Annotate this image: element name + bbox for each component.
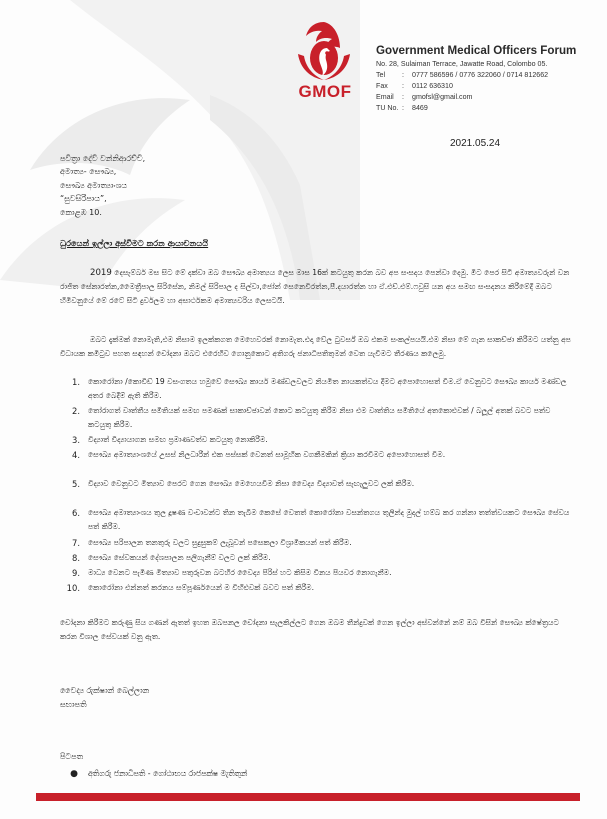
org-address: No. 28, Sulaiman Terrace, Jawatte Road, Colombo 05. [376, 60, 548, 68]
list-item [60, 566, 572, 581]
intro-text: දෙසැම්බර් මස සිට මේ දක්වා ඔබ සෞඛ්‍ය අමාත්‍යය ලෙස මාස 16ක් කටයුතු කරන බව අප සංසදය පෙන්වා දෙමු. මීට පෙර සිටි අමාත්‍යවරුන් වන රාජිත සේනාරත්න,මෛත්‍රීපාල සිරිසේන, නිමල් සිරිපාල ද සිල්වා,ජෝන් සෙනෙවිරත්න,පී.දයාරත්න හා ඒ.එච්.එම්.ෆවුසි යන අය සමඟ සංසදනය කිරීමේදී ඔබට හිමිවනුයේ මේ රටේ සිටි දුර්වලම හා අසාර්ථකම අමාත්‍යවරිය ලෙසටයි. [60, 268, 570, 306]
list-item [60, 506, 572, 536]
letter-date: 2021.05.24 [450, 138, 501, 149]
contact-value: 8469 [412, 104, 428, 112]
copy-list-item [60, 769, 247, 779]
signoff-block [60, 684, 149, 712]
contact-separator: : [402, 71, 404, 79]
list-item [60, 404, 572, 433]
contact-label: Tel [376, 71, 386, 79]
charges-list [60, 375, 572, 596]
addressee-line: සෞඛ්‍ය අමාත්‍යාංශය [60, 180, 128, 190]
copy-heading: පිටපත [60, 752, 84, 761]
copy-recipient: අතිගරු ජනාධිපති - ගෝඨාභය රාජපක්ෂ මැතිතුන් [88, 769, 248, 778]
letterhead-org-block [376, 44, 604, 112]
footer-accent-bar [36, 792, 580, 802]
addressee-line: අමාත්‍ය- සෞඛ්‍ය, [60, 167, 117, 177]
list-text: විද්‍යාත් විද්‍යායාගන සමඟ ප්‍රමාණවත්ව කටයුතු නොකිරීම. [88, 435, 268, 444]
list-number: 3. [72, 435, 80, 445]
addressee-line: “සුවසිරිපාය”, [60, 194, 107, 204]
contact-separator: : [402, 104, 404, 112]
addressee-line: පවිත්‍රා දේවී වන්නිආරච්චි, [60, 154, 146, 163]
list-text: සෞඛ්‍ය අමාත්‍යාංශය තුල දූෂණ වංචාවන්ට තින තැබීම කෙසේ වෙතත් කොරෝනා වසන්තගය තුලින්ද මුදල් හම්බ කර ගන්නා තත්ත්වයකට සෞඛ්‍ය සේවය පත් කිරීම. [88, 508, 570, 532]
list-text: සෞඛ්‍ය සේවකයන් දේශපාලන පලිගැනීම් වලට ලක් කිරීම. [88, 553, 271, 562]
list-number: 8. [72, 553, 80, 563]
list-text: සෞඛ්‍ය පරිපාලන තනතුරු වලට සුදුසුකම් ලැබූවන් පසෙකලා විශ්‍රාමිකයන් පත් කිරීම. [88, 538, 352, 547]
letter-subject: ධුරයෙන් ඉල්ලා අස්වීමට කරන ආයාචනයයි [60, 238, 209, 248]
signatory-name: වෛද්‍ය රුක්ෂාන් බෙල්ලාන [60, 686, 150, 695]
contact-email [376, 93, 604, 101]
contact-fax [376, 82, 604, 90]
org-name: Government Medical Officers Forum [376, 44, 577, 57]
contact-value: gmofsl@gmail.com [412, 93, 473, 101]
list-text: මාධ්‍ය වෙනට පැමිණ මිත්‍යාව පතුරුවන බටහිර වෛද්‍ය පිරිස් හට කිසිම විනය පියවර නොගැනීම. [88, 568, 392, 577]
list-item [60, 536, 572, 551]
list-number: 10. [66, 583, 80, 593]
contact-value: 0777 586596 / 0776 322060 / 0714 812662 [412, 71, 549, 79]
list-item [60, 581, 572, 596]
list-number: 9. [72, 568, 80, 578]
contact-tel [376, 71, 604, 79]
contact-separator: : [402, 93, 404, 101]
logo-wordmark: GMOF [298, 82, 352, 101]
intro-lead-year: 2019 [90, 268, 112, 278]
contact-separator: : [402, 82, 404, 90]
list-number: 1. [72, 377, 80, 387]
addressee-block [60, 152, 145, 219]
list-item [60, 375, 572, 404]
gmof-logo-icon [292, 18, 356, 84]
contact-label: Email [376, 93, 394, 101]
signatory-title: සභාපති [60, 700, 87, 709]
list-number: 5. [72, 479, 80, 489]
list-text: විද්‍යාව වෙනුවට මිත්‍යාව පෙරට ගෙන සෞඛ්‍ය මෙහෙයවීම නිසා වෛද්‍ය විද්‍යාවත් සැඟැලුවට ලක් කිරීම. [88, 479, 415, 488]
list-item [60, 433, 572, 448]
contact-tu-no [376, 104, 604, 112]
intro-paragraph [60, 266, 572, 309]
list-text: කොරෝනා /කොවිඩ් 19 වසංගතය හමුවේ සෞඛ්‍ය කාර්ය මණ්ඩලවලට නියමිත නායකත්වය දීමට අපොහොසත් වීම.ඒ වෙනුවට සෞඛ්‍ය කාර්ය මණ්ඩල අතර බෙදීම් ඇති කිරීම. [88, 377, 567, 401]
addressee-line: කොළඹ 10. [60, 207, 102, 217]
list-number: 2. [72, 406, 80, 416]
list-item [60, 551, 572, 566]
list-text: තෝරාගත් වෘත්තීය සමිතියක් සමඟ පමණක් සාකාච්ඡාවන් කොට කටයුතු කිරීම නිසා එම වෘත්තිය සමිතියේ අතකොළුවක් / බලූල් අතක් බවට පත්ව කටයුතු කිරීම. [88, 406, 551, 430]
list-number: 7. [72, 538, 80, 548]
list-text: කොරෝනා එන්නත් කරනය සම්පූර්ණයෙන් ම විහිළුවක් බවට පත් කිරීම. [88, 583, 315, 592]
bullet-icon: ● [70, 769, 78, 779]
contact-label: TU No. [376, 104, 399, 112]
list-text: සෞඛ්‍ය අමාත්‍යාංශයේ උසස් නිලධාරීන් එක පස්සක් වෙනත් සාමූහික වගකීමකින් ක්‍රියා කරවීමට අපොහොසත් වීම. [88, 450, 446, 459]
closing-paragraph: චෝදනා කිරීමට කරුණු සිය ගණන් ඇතත් ඉහත ඔබපනල චෝදනා සැලකිල්ලට ගෙන ඔබම තීන්දුවක් ගෙන ඉල්ලා අස්වන්නේ නම් ඔබ විසින් සෞඛ්‍ය ක්ෂේත්‍රයට කරන විශාල සේවයක් වනු ඇත. [60, 618, 559, 642]
contact-label: Fax [376, 82, 388, 90]
list-number: 6. [72, 508, 80, 518]
contact-value: 0112 636310 [412, 82, 453, 90]
list-number: 4. [72, 450, 80, 460]
list-item [60, 477, 572, 506]
second-paragraph: ඔබට දැක්මක් නොමැති,එම නිසාම ඉලක්කගත මෙහෙවරක් නොමැත.එදා වේල ටුවර්ස් ඔබ එකම සංකල්පයයි.එම නිසා මේ ගැන සාකච්ඡා කිරීමට යත්නු අප විධායක කමිටුව පහත සඳහන් චෝදනා ඔබට එරෙහිව ගොනුකොට අතිගරු ජනාධිපතිතුමන් වෙත යැවීමට තීරණය කලෙමු. [60, 335, 571, 359]
list-item [60, 448, 572, 477]
